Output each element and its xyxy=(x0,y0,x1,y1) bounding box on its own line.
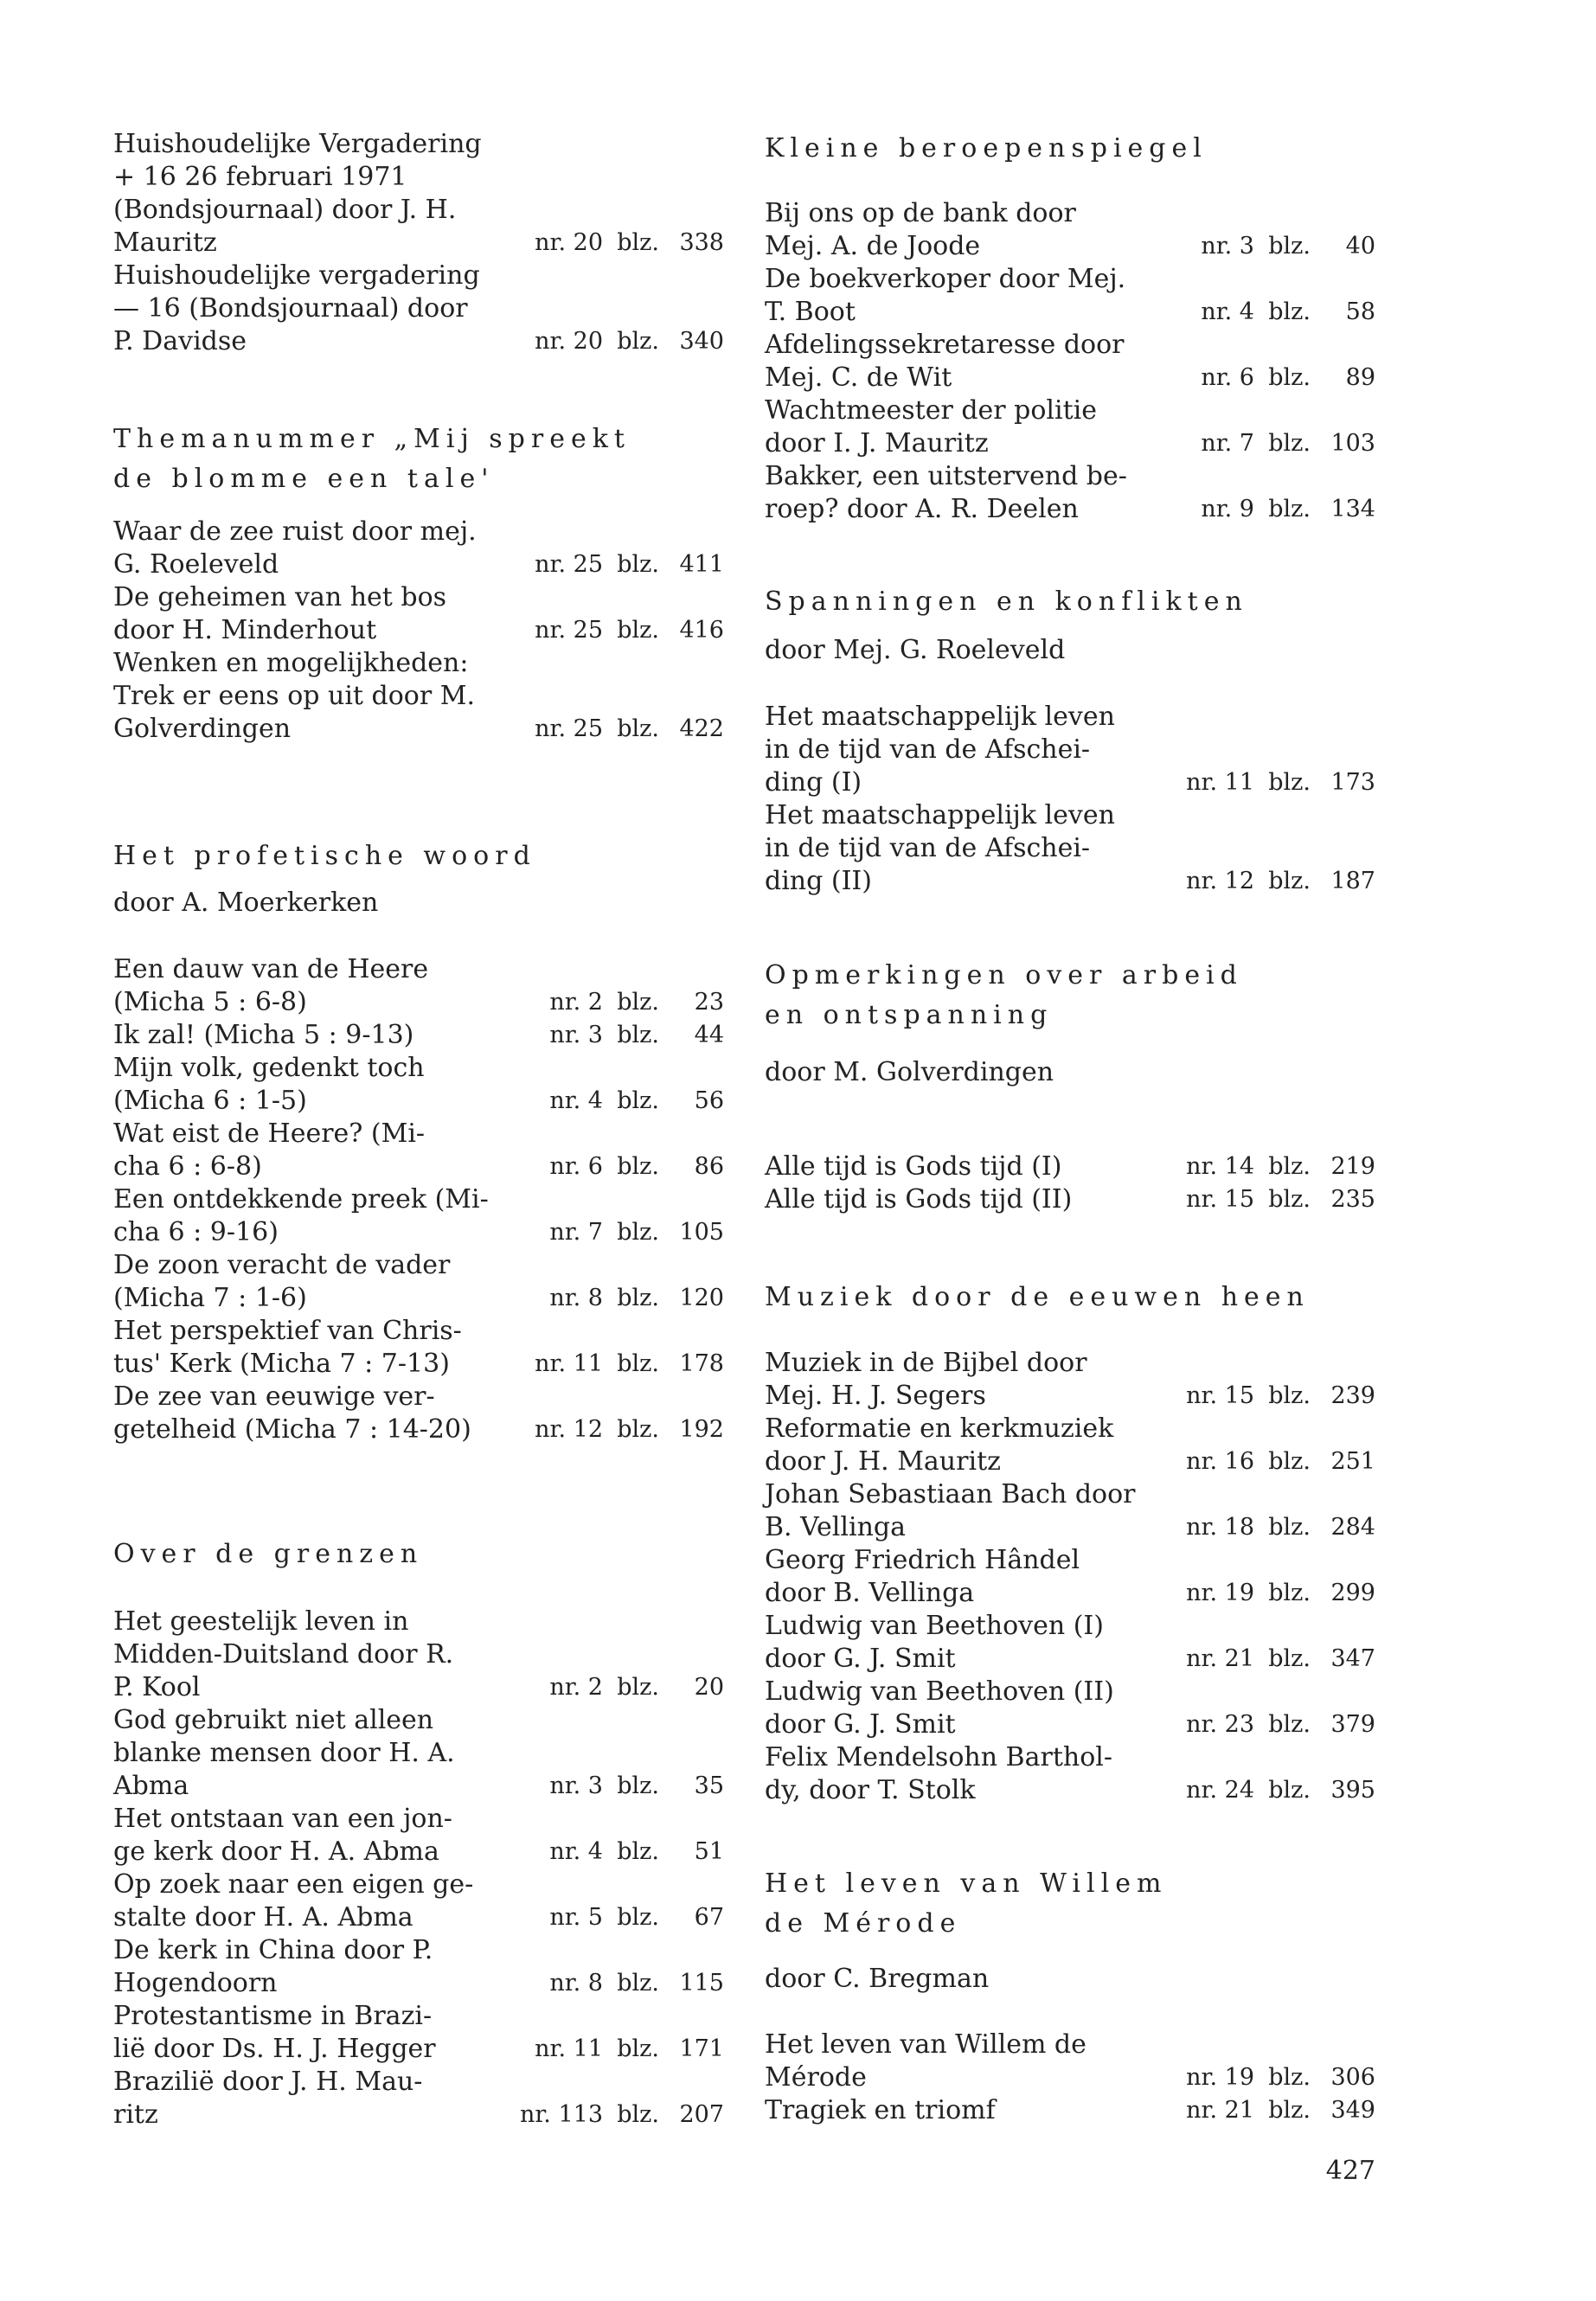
page-abbrev: blz. xyxy=(1268,233,1311,260)
page-reference: 219 xyxy=(1330,1153,1375,1180)
section-author: door M. Golverdingen xyxy=(765,1057,1054,1087)
entry-text: God gebruikt niet alleen xyxy=(113,1705,434,1735)
entry-line xyxy=(113,647,724,680)
issue-number: nr. 4 xyxy=(549,1838,603,1865)
entry-line xyxy=(113,1737,724,1770)
page-abbrev: blz. xyxy=(617,1674,659,1701)
entry-line xyxy=(765,701,1375,734)
entry-text: (Bondsjournaal) door J. H. xyxy=(113,195,457,225)
issue-number: nr. 15 xyxy=(1186,1186,1254,1213)
entry-line xyxy=(765,296,1375,329)
issue-number: nr. 25 xyxy=(535,617,603,644)
entry-line xyxy=(113,1019,724,1052)
entry-line xyxy=(113,953,724,986)
entry-text: (Micha 5 : 6-8) xyxy=(113,987,307,1017)
page-reference: 56 xyxy=(694,1087,724,1114)
entry-line xyxy=(113,2000,724,2033)
entry-text: roep? door A. R. Deelen xyxy=(765,494,1079,524)
section-heading: Het profetische woord xyxy=(113,841,536,871)
page-abbrev: blz. xyxy=(617,1219,659,1246)
entry-line xyxy=(765,197,1375,230)
issue-number: nr. 21 xyxy=(1186,2097,1254,2124)
page-abbrev: blz. xyxy=(1268,1153,1311,1180)
entry-line xyxy=(765,394,1375,427)
entry-line xyxy=(113,1638,724,1671)
entry-text: Mej. C. de Wit xyxy=(765,362,952,393)
entry-text: Alle tijd is Gods tijd (II) xyxy=(765,1184,1073,1215)
entry-line xyxy=(113,1249,724,1282)
section-heading: Muziek door de eeuwen heen xyxy=(765,1282,1310,1312)
entry-line xyxy=(113,1381,724,1413)
entry-line xyxy=(113,581,724,614)
page-abbrev: blz. xyxy=(1268,1711,1311,1738)
entry-text: ritz xyxy=(113,2099,158,2130)
entry-line xyxy=(765,734,1375,766)
section-heading: Themanummer „Mij spreekt xyxy=(113,424,631,454)
entry-text: De zee van eeuwige ver- xyxy=(113,1381,435,1412)
page-abbrev: blz. xyxy=(1268,298,1311,325)
entry-line xyxy=(765,230,1375,263)
page-reference: 115 xyxy=(679,1970,724,1997)
page-reference: 422 xyxy=(679,715,724,742)
section-heading: de blomme een tale' xyxy=(113,464,495,494)
section-heading: Het leven van Willem xyxy=(765,1868,1168,1899)
issue-number: nr. 25 xyxy=(535,551,603,578)
entry-line xyxy=(765,1741,1375,1774)
page-abbrev: blz. xyxy=(617,2035,659,2062)
entry-text: Abma xyxy=(113,1771,189,1801)
entry-text: Ludwig van Beethoven (I) xyxy=(765,1611,1104,1641)
page-reference: 40 xyxy=(1345,233,1375,260)
entry-line xyxy=(113,516,724,548)
entry-line xyxy=(765,1544,1375,1577)
entry-line xyxy=(113,1901,724,1934)
entry-text: door J. H. Mauritz xyxy=(765,1446,1001,1477)
entry-text: dy, door T. Stolk xyxy=(765,1775,976,1805)
entry-line xyxy=(765,329,1375,362)
entry-text: in de tijd van de Afschei- xyxy=(765,833,1091,863)
page-reference: 416 xyxy=(679,617,724,644)
issue-number: nr. 4 xyxy=(1201,298,1254,325)
section-heading: Kleine beroepenspiegel xyxy=(765,133,1208,163)
issue-number: nr. 23 xyxy=(1186,1711,1254,1738)
issue-number: nr. 21 xyxy=(1186,1645,1254,1672)
entry-text: Afdelingssekretaresse door xyxy=(765,330,1125,360)
entry-text: De kerk in China door P. xyxy=(113,1935,433,1965)
entry-line xyxy=(765,865,1375,898)
issue-number: nr. 3 xyxy=(549,1022,603,1048)
issue-number: nr. 12 xyxy=(535,1416,603,1443)
page-abbrev: blz. xyxy=(1268,1777,1311,1804)
entry-line xyxy=(765,460,1375,493)
page-reference: 207 xyxy=(679,2101,724,2128)
page-reference: 134 xyxy=(1330,496,1375,522)
entry-text: Een dauw van de Heere xyxy=(113,954,429,984)
entry-text: Huishoudelijke Vergadering xyxy=(113,129,482,159)
entry-text: — 16 (Bondsjournaal) door xyxy=(113,293,468,324)
issue-number: nr. 11 xyxy=(535,1350,603,1377)
entry-text: door H. Minderhout xyxy=(113,615,377,645)
entry-line xyxy=(113,1150,724,1183)
entry-text: door I. J. Mauritz xyxy=(765,428,989,458)
section-author: door C. Bregman xyxy=(765,1964,990,1994)
entry-text: Het ontstaan van een jon- xyxy=(113,1804,452,1834)
entry-text: Golverdingen xyxy=(113,714,292,744)
entry-line xyxy=(765,766,1375,799)
page-reference: 120 xyxy=(679,1285,724,1311)
issue-number: nr. 3 xyxy=(549,1772,603,1799)
entry-line xyxy=(113,2066,724,2099)
entry-text: tus' Kerk (Micha 7 : 7-13) xyxy=(113,1349,450,1379)
entry-line xyxy=(113,1085,724,1118)
entry-line xyxy=(113,1606,724,1638)
issue-number: nr. 15 xyxy=(1186,1382,1254,1409)
page-abbrev: blz. xyxy=(617,1350,659,1377)
page-reference: 379 xyxy=(1330,1711,1375,1738)
page-abbrev: blz. xyxy=(617,551,659,578)
entry-text: Mijn volk, gedenkt toch xyxy=(113,1053,425,1083)
page-abbrev: blz. xyxy=(617,1772,659,1799)
entry-line xyxy=(113,1216,724,1249)
entry-line xyxy=(765,1150,1375,1183)
entry-line xyxy=(113,1413,724,1446)
page-abbrev: blz. xyxy=(617,328,659,355)
entry-text: G. Roeleveld xyxy=(113,549,279,580)
issue-number: nr. 14 xyxy=(1186,1153,1254,1180)
entry-text: + 16 26 februari 1971 xyxy=(113,162,407,192)
entry-text: Trek er eens op uit door M. xyxy=(113,681,475,711)
entry-line xyxy=(113,292,724,325)
entry-text: Wachtmeester der politie xyxy=(765,395,1098,426)
issue-number: nr. 19 xyxy=(1186,2064,1254,2091)
entry-text: Waar de zee ruist door mej. xyxy=(113,516,477,547)
page-reference: 411 xyxy=(679,551,724,578)
page-abbrev: blz. xyxy=(617,1970,659,1997)
entry-line xyxy=(765,799,1375,832)
entry-line xyxy=(113,260,724,292)
entry-line xyxy=(765,2094,1375,2127)
page-abbrev: blz. xyxy=(1268,1448,1311,1475)
issue-number: nr. 6 xyxy=(1201,364,1254,391)
entry-text: Op zoek naar een eigen ge- xyxy=(113,1869,474,1900)
issue-number: nr. 5 xyxy=(549,1904,603,1931)
issue-number: nr. 8 xyxy=(549,1285,603,1311)
entry-line xyxy=(113,161,724,194)
issue-number: nr. 20 xyxy=(535,328,603,355)
page-reference: 187 xyxy=(1330,868,1375,894)
issue-number: nr. 7 xyxy=(549,1219,603,1246)
entry-line xyxy=(113,1868,724,1901)
entry-text: Een ontdekkende preek (Mi- xyxy=(113,1184,489,1215)
issue-number: nr. 3 xyxy=(1201,233,1254,260)
entry-text: stalte door H. A. Abma xyxy=(113,1902,413,1932)
entry-text: Ludwig van Beethoven (II) xyxy=(765,1676,1114,1707)
entry-text: De boekverkoper door Mej. xyxy=(765,264,1126,294)
entry-line xyxy=(765,362,1375,394)
entry-text: (Micha 7 : 1-6) xyxy=(113,1283,307,1313)
entry-line xyxy=(113,1118,724,1150)
entry-text: Brazilië door J. H. Mau- xyxy=(113,2067,423,2097)
page-reference: 173 xyxy=(1330,769,1375,796)
page-abbrev: blz. xyxy=(1268,1186,1311,1213)
entry-text: Het maatschappelijk leven xyxy=(765,702,1115,732)
entry-text: door B. Vellinga xyxy=(765,1578,975,1608)
entry-line xyxy=(113,325,724,358)
entry-text: Wat eist de Heere? (Mi- xyxy=(113,1118,426,1149)
page-reference: 86 xyxy=(694,1153,724,1180)
entry-line xyxy=(113,680,724,713)
entry-text: (Micha 6 : 1-5) xyxy=(113,1086,307,1116)
issue-number: nr. 12 xyxy=(1186,868,1254,894)
entry-text: Hogendoorn xyxy=(113,1968,278,1998)
entry-text: Bij ons op de bank door xyxy=(765,198,1076,228)
issue-number: nr. 8 xyxy=(549,1970,603,1997)
entry-text: Het maatschappelijk leven xyxy=(765,800,1115,830)
issue-number: nr. 16 xyxy=(1186,1448,1254,1475)
entry-line xyxy=(113,1704,724,1737)
entry-line xyxy=(765,1413,1375,1445)
entry-text: door G. J. Smit xyxy=(765,1644,956,1674)
section-author: door Mej. G. Roeleveld xyxy=(765,635,1066,665)
page-reference: 235 xyxy=(1330,1186,1375,1213)
section-heading: Opmerkingen over arbeid xyxy=(765,960,1243,990)
entry-line xyxy=(113,1836,724,1868)
entry-line xyxy=(113,128,724,161)
page-number: 427 xyxy=(1325,2156,1375,2186)
entry-line xyxy=(765,1347,1375,1380)
page-abbrev: blz. xyxy=(1268,2097,1311,2124)
page-abbrev: blz. xyxy=(617,1087,659,1114)
page-reference: 58 xyxy=(1345,298,1375,325)
page-reference: 347 xyxy=(1330,1645,1375,1672)
section-heading: Spanningen en konflikten xyxy=(765,586,1248,617)
entry-text: lië door Ds. H. J. Hegger xyxy=(113,2034,436,2064)
page-reference: 395 xyxy=(1330,1777,1375,1804)
entry-line xyxy=(765,832,1375,865)
entry-line xyxy=(765,1577,1375,1610)
page-reference: 35 xyxy=(694,1772,724,1799)
entry-text: P. Davidse xyxy=(113,326,247,356)
issue-number: nr. 18 xyxy=(1186,1514,1254,1541)
page-reference: 67 xyxy=(694,1904,724,1931)
page-reference: 284 xyxy=(1330,1514,1375,1541)
page-reference: 192 xyxy=(679,1416,724,1443)
entry-text: Wenken en mogelijkheden: xyxy=(113,648,469,678)
issue-number: nr. 11 xyxy=(1186,769,1254,796)
page-reference: 23 xyxy=(694,989,724,1016)
entry-text: Felix Mendelsohn Barthol- xyxy=(765,1742,1112,1772)
entry-text: Mej. H. J. Segers xyxy=(765,1381,986,1411)
entry-line xyxy=(113,1052,724,1085)
entry-line xyxy=(765,1774,1375,1807)
entry-line xyxy=(113,194,724,227)
entry-line xyxy=(113,1934,724,1967)
page-reference: 178 xyxy=(679,1350,724,1377)
entry-line xyxy=(113,1803,724,1836)
entry-text: Het leven van Willem de xyxy=(765,2029,1086,2060)
entry-line xyxy=(113,1183,724,1216)
entry-text: Reformatie en kerkmuziek xyxy=(765,1413,1114,1444)
entry-text: Muziek in de Bijbel door xyxy=(765,1348,1087,1378)
page-abbrev: blz. xyxy=(617,617,659,644)
issue-number: nr. 19 xyxy=(1186,1580,1254,1606)
page-abbrev: blz. xyxy=(617,1285,659,1311)
entry-line xyxy=(113,1770,724,1803)
entry-text: Protestantisme in Brazi- xyxy=(113,2001,433,2031)
page-reference: 44 xyxy=(694,1022,724,1048)
entry-line xyxy=(113,1348,724,1381)
entry-line xyxy=(113,548,724,581)
page-reference: 340 xyxy=(679,328,724,355)
entry-text: Georg Friedrich Hândel xyxy=(765,1545,1080,1575)
page-abbrev: blz. xyxy=(1268,1514,1311,1541)
section-heading: de Mérode xyxy=(765,1908,962,1939)
entry-text: Tragiek en triomf xyxy=(765,2095,996,2125)
entry-text: Het geestelijk leven in xyxy=(113,1606,409,1637)
entry-line xyxy=(113,1967,724,2000)
page-reference: 20 xyxy=(694,1674,724,1701)
page-reference: 338 xyxy=(679,229,724,256)
issue-number: nr. 113 xyxy=(519,2101,603,2128)
entry-text: Bakker, een uitstervend be- xyxy=(765,461,1127,491)
entry-line xyxy=(765,427,1375,460)
section-heading: en ontspanning xyxy=(765,1000,1054,1030)
page-abbrev: blz. xyxy=(1268,868,1311,894)
entry-line xyxy=(765,1380,1375,1413)
page-abbrev: blz. xyxy=(617,1416,659,1443)
page-abbrev: blz. xyxy=(617,989,659,1016)
entry-text: De zoon veracht de vader xyxy=(113,1250,451,1280)
section-author: door A. Moerkerken xyxy=(113,888,379,918)
issue-number: nr. 24 xyxy=(1186,1777,1254,1804)
page-abbrev: blz. xyxy=(1268,2064,1311,2091)
entry-line xyxy=(113,713,724,746)
entry-line xyxy=(113,1282,724,1315)
issue-number: nr. 25 xyxy=(535,715,603,742)
page-reference: 349 xyxy=(1330,2097,1375,2124)
page-abbrev: blz. xyxy=(1268,769,1311,796)
page-reference: 105 xyxy=(679,1219,724,1246)
entry-line xyxy=(113,227,724,260)
entry-text: De geheimen van het bos xyxy=(113,582,447,612)
entry-line xyxy=(765,493,1375,526)
entry-line xyxy=(765,1511,1375,1544)
entry-text: Midden-Duitsland door R. xyxy=(113,1639,454,1670)
page-abbrev: blz. xyxy=(617,1904,659,1931)
entry-line xyxy=(765,263,1375,296)
entry-text: Mauritz xyxy=(113,228,217,258)
issue-number: nr. 20 xyxy=(535,229,603,256)
entry-line xyxy=(113,986,724,1019)
entry-text: door G. J. Smit xyxy=(765,1709,956,1740)
entry-line xyxy=(765,2061,1375,2094)
entry-text: ge kerk door H. A. Abma xyxy=(113,1836,439,1867)
issue-number: nr. 9 xyxy=(1201,496,1254,522)
issue-number: nr. 7 xyxy=(1201,430,1254,457)
page-abbrev: blz. xyxy=(617,1153,659,1180)
entry-text: Johan Sebastiaan Bach door xyxy=(765,1479,1136,1509)
page-reference: 251 xyxy=(1330,1448,1375,1475)
page-abbrev: blz. xyxy=(1268,1382,1311,1409)
entry-line xyxy=(765,1676,1375,1708)
entry-text: Alle tijd is Gods tijd (I) xyxy=(765,1151,1062,1182)
page-abbrev: blz. xyxy=(617,229,659,256)
entry-text: in de tijd van de Afschei- xyxy=(765,734,1091,765)
page-abbrev: blz. xyxy=(1268,430,1311,457)
entry-line xyxy=(765,1183,1375,1216)
page-reference: 239 xyxy=(1330,1382,1375,1409)
entry-text: T. Boot xyxy=(765,297,856,327)
entry-line xyxy=(765,1708,1375,1741)
page-abbrev: blz. xyxy=(1268,496,1311,522)
page-abbrev: blz. xyxy=(617,1022,659,1048)
entry-text: blanke mensen door H. A. xyxy=(113,1738,455,1768)
entry-text: getelheid (Micha 7 : 14-20) xyxy=(113,1414,471,1445)
entry-text: Mérode xyxy=(765,2062,867,2093)
entry-text: cha 6 : 6-8) xyxy=(113,1151,262,1182)
entry-text: P. Kool xyxy=(113,1672,201,1702)
page-reference: 103 xyxy=(1330,430,1375,457)
page-reference: 89 xyxy=(1345,364,1375,391)
page-abbrev: blz. xyxy=(617,2101,659,2128)
issue-number: nr. 4 xyxy=(549,1087,603,1114)
page-reference: 299 xyxy=(1330,1580,1375,1606)
entry-text: Mej. A. de Joode xyxy=(765,231,981,261)
entry-line xyxy=(113,2033,724,2066)
entry-line xyxy=(113,1671,724,1704)
issue-number: nr. 6 xyxy=(549,1153,603,1180)
page-abbrev: blz. xyxy=(1268,364,1311,391)
entry-line xyxy=(765,1445,1375,1478)
page-reference: 306 xyxy=(1330,2064,1375,2091)
page-abbrev: blz. xyxy=(1268,1645,1311,1672)
entry-line xyxy=(765,1643,1375,1676)
entry-line xyxy=(765,1610,1375,1643)
page-abbrev: blz. xyxy=(617,1838,659,1865)
entry-line xyxy=(113,614,724,647)
entry-line xyxy=(765,1478,1375,1511)
entry-text: Het perspektief van Chris- xyxy=(113,1316,462,1346)
entry-line xyxy=(113,1315,724,1348)
entry-text: B. Vellinga xyxy=(765,1512,906,1542)
issue-number: nr. 11 xyxy=(535,2035,603,2062)
entry-text: Huishoudelijke vergadering xyxy=(113,260,480,291)
entry-text: ding (I) xyxy=(765,767,862,798)
entry-text: cha 6 : 9-16) xyxy=(113,1217,279,1247)
page-reference: 51 xyxy=(694,1838,724,1865)
entry-line xyxy=(765,2029,1375,2061)
page-abbrev: blz. xyxy=(617,715,659,742)
section-heading: Over de grenzen xyxy=(113,1539,424,1569)
issue-number: nr. 2 xyxy=(549,989,603,1016)
entry-line xyxy=(113,2099,724,2131)
entry-text: ding (II) xyxy=(765,866,872,896)
entry-text: Ik zal! (Micha 5 : 9-13) xyxy=(113,1020,414,1050)
issue-number: nr. 2 xyxy=(549,1674,603,1701)
page-abbrev: blz. xyxy=(1268,1580,1311,1606)
page-reference: 171 xyxy=(679,2035,724,2062)
